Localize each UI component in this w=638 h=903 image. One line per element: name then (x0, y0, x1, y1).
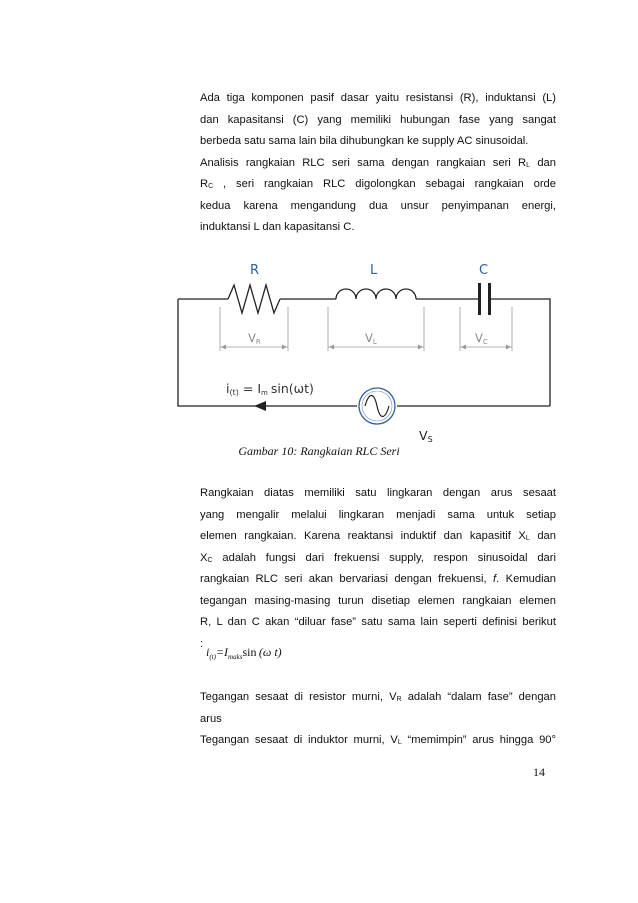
text-line: Analisis rangkaian RLC seri sama dengan rangkaian seri $R_L$ dan (200, 156, 556, 169)
text-line: Tegangan sesaat di induktor murni, $V_L$ “memimpin” arus hingga 90° (200, 734, 556, 746)
source-label: VS (419, 428, 433, 444)
text-line: yang mengalir melalui lingkaran menjadi sama untuk setiap (200, 508, 556, 521)
inductor-symbol (336, 289, 416, 299)
inductor-label: L (370, 263, 378, 278)
text-line: $X_C$ adalah fungsi dari frekuensi supply, respon sinusoidal dari (200, 551, 556, 564)
explanation-paragraph (200, 483, 556, 655)
text-line: $R_C$ , seri rangkaian RLC digolongkan sebagai rangkaian orde (200, 178, 556, 190)
figure-caption: Gambar 10: Rangkaian RLC Seri (238, 444, 400, 458)
capacitor-label: C (479, 263, 489, 278)
text-line: induktansi L dan kapasitansi C. (200, 221, 355, 233)
rlc-circuit-diagram (170, 255, 560, 451)
text-line: elemen rangkaian. Karena reaktansi induktif dan kapasitif $X_L$ dan (200, 530, 556, 542)
text-line: Rangkaian diatas memiliki satu lingkaran dengan arus sesaat (200, 487, 556, 499)
resistor-symbol (228, 285, 280, 313)
top-wire-end (491, 299, 550, 406)
vc-label: VC (475, 331, 488, 346)
text-line: arus (200, 712, 222, 725)
capacitor-plate-right (488, 283, 491, 315)
page-number: 14 (533, 765, 545, 779)
text-line: kedua karena mengandung dua unsur penyimpanan energi, (200, 199, 556, 212)
vr-label: VR (248, 331, 261, 346)
intro-paragraph (200, 88, 556, 239)
resistor-label: R (250, 263, 260, 278)
current-formula: $i_{(t)}=I_{maks}\sin$ (ω t) (206, 645, 282, 661)
current-equation: i(t) = Im sin(ωt) (226, 381, 314, 397)
text-line: dan kapasitansi (C) yang memiliki hubungan fase yang sangat (200, 113, 556, 126)
phase-paragraph (200, 687, 556, 752)
current-arrow-icon (254, 401, 266, 411)
text-line: Ada tiga komponen pasif dasar yaitu resistansi (R), induktansi (L) (200, 92, 556, 104)
text-line: rangkaian RLC seri akan bervariasi dengan frekuensi, f. Kemudian (200, 573, 557, 585)
text-line: R, L dan C akan “diluar fase” satu sama lain seperti definisi berikut (200, 616, 556, 628)
text-line: : (200, 637, 204, 650)
text-line: Tegangan sesaat di resistor murni, $V_R$ adalah “dalam fase” dengan (200, 691, 557, 703)
text-line: berbeda satu sama lain bila dihubungkan ke supply AC sinusoidal. (200, 135, 529, 147)
vl-label: VL (365, 331, 377, 346)
text-line: tegangan masing-masing turun disetiap elemen rangkaian elemen (200, 594, 556, 607)
capacitor-plate-left (478, 283, 481, 315)
